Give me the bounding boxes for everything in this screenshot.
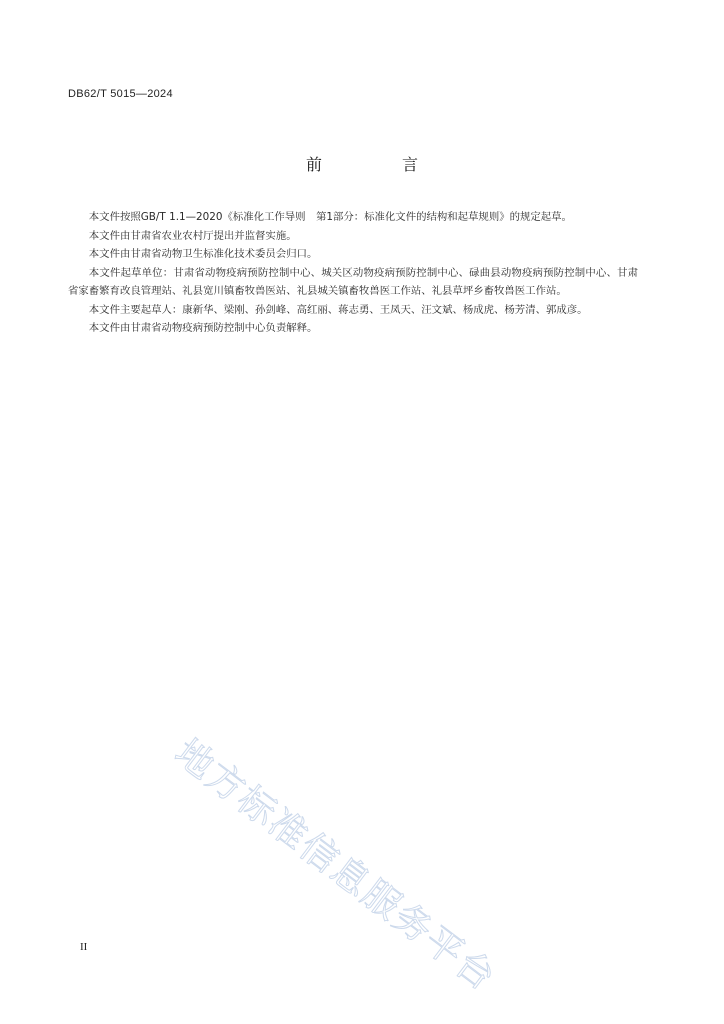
paragraph-proposer: 本文件由甘肃省农业农村厅提出并监督实施。: [88, 229, 297, 242]
paragraph-main-drafters: 本文件主要起草人：康新华、梁刚、孙剑峰、高红丽、蒋志勇、王凤天、汪文斌、杨成虎、杨芳清、郭成彦。: [88, 303, 588, 316]
foreword-body: [68, 208, 638, 338]
page-number: II: [80, 941, 88, 953]
page-title: 前 言: [305, 155, 450, 174]
paragraph-centralized-by: 本文件由甘肃省动物卫生标准化技术委员会归口。: [88, 248, 318, 260]
paragraph-drafting-units: 本文件起草单位：甘肃省动物疫病预防控制中心、城关区动物疫病预防控制中心、碌曲县动物疫病预防控制中心、甘肃省家畜繁育改良管理站、礼县宽川镇畜牧兽医站、礼县城关镇畜牧兽医工作站、礼县草坪乡畜牧兽医工作站。: [68, 266, 638, 297]
standard-code: DB62/T 5015—2024: [68, 88, 173, 100]
paragraph-drafting-rules: 本文件按照GB/T 1.1—2020《标准化工作导则 第1部分：标准化文件的结构和起草规则》的规定起草。: [88, 211, 572, 223]
watermark-text: 地方标准信息服务平台: [166, 730, 505, 1000]
paragraph-interpretation: 本文件由甘肃省动物疫病预防控制中心负责解释。: [88, 322, 318, 334]
